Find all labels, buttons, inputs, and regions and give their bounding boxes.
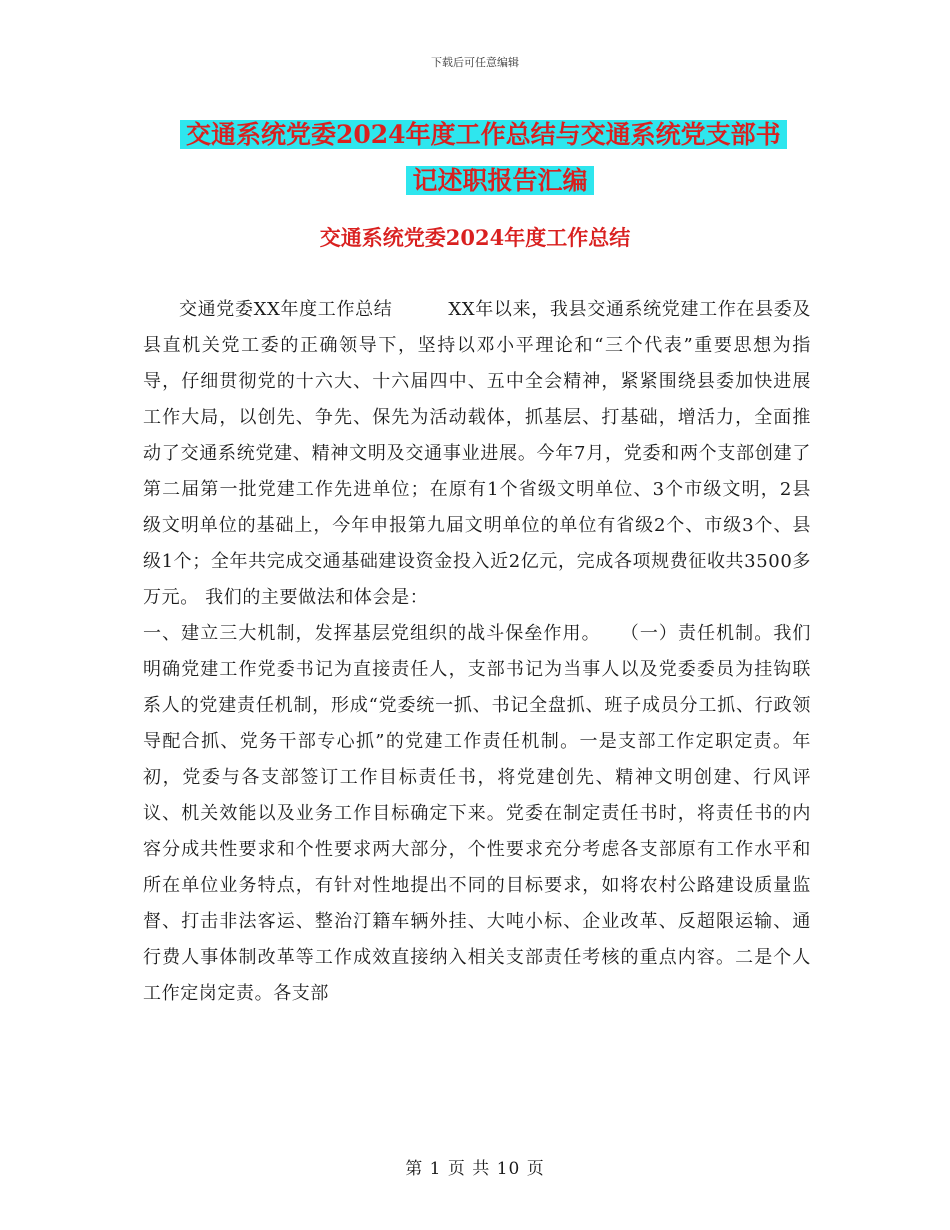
paragraph-1: 交通党委XX年度工作总结 XX年以来，我县交通系统党建工作在县委及县直机关党工委的正确领导下，坚持以邓小平理论和“三个代表”重要思想为指导，仔细贯彻党的十六大、十六届四中、五中全会精神，紧紧围绕县委加快进展工作大局，以创先、争先、保先为活动载体，抓基层、打基础，增活力，全面推动了交通系统党建、精神文明及交通事业进展。今年7月，党委和两个支部创建了第二届第一批党建工作先进单位；在原有1个省级文明单位、3个市级文明，2县级文明单位的基础上，今年申报第九届文明单位的单位有省级2个、市级3个、县级1个；全年共完成交通基础建设资金投入近2亿元，完成各项规费征收共3500多万元。 我们的主要做法和体会是： xyxy=(143,299,811,608)
header-note: 下载后可任意编辑 xyxy=(431,56,519,69)
paragraph-2: 一、建立三大机制，发挥基层党组织的战斗保垒作用。 （一）责任机制。我们明确党建工作党委书记为直接责任人，支部书记为当事人以及党委委员为挂钩联系人的党建责任机制，形成“党委统一抓、书记全盘抓、班子成员分工抓、行政领导配合抓、党务干部专心抓”的党建工作责任机制。一是支部工作定职定责。年初，党委与各支部签订工作目标责任书，将党建创先、精神文明创建、行风评议、机关效能以及业务工作目标确定下来。党委在制定责任书时，将责任书的内容分成共性要求和个性要求两大部分，个性要求充分考虑各支部原有工作水平和所在单位业务特点，有针对性地提出不同的目标要求，如将农村公路建设质量监督、打击非法客运、整治汀籍车辆外挂、大吨小标、企业改革、反超限运输、通行费人事体制改革等工作成效直接纳入相关支部责任考核的重点内容。二是个人工作定岗定责。各支部 xyxy=(143,623,811,1004)
page-footer: 第 1 页 共 10 页 xyxy=(405,1159,545,1179)
main-title xyxy=(180,112,820,204)
main-title-line1-text: 交通系统党委2024年度工作总结与交通系统党支部书 xyxy=(180,120,787,149)
section-title: 交通系统党委2024年度工作总结 xyxy=(319,225,631,250)
main-title-line1 xyxy=(180,112,820,158)
main-title-line2 xyxy=(180,158,820,204)
body-text xyxy=(143,292,811,1012)
main-title-line2-text: 记述职报告汇编 xyxy=(406,166,593,195)
